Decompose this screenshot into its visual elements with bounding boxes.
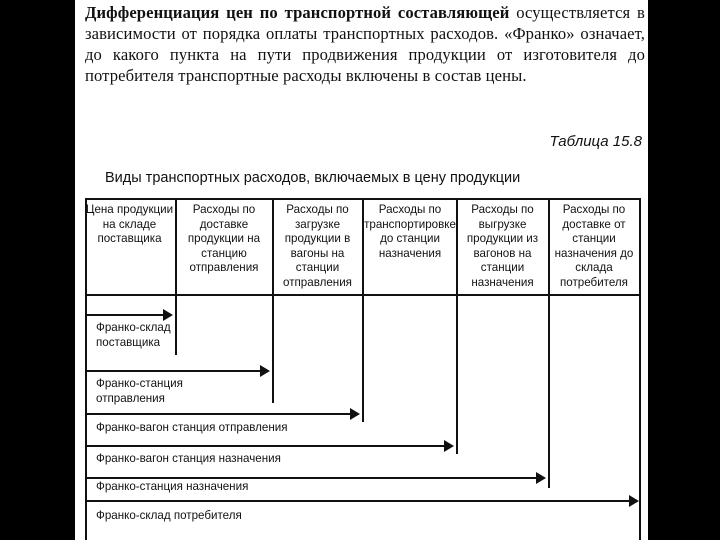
intro-bold-term: Дифференциация цен по транспортной составляющей	[85, 3, 510, 22]
coverage-arrow	[87, 370, 268, 372]
column-header: Цена продукции на складе поставщика	[85, 203, 174, 245]
column-header: Расходы по транспортировке до станции назначения	[364, 203, 456, 260]
left-edge	[85, 296, 87, 540]
coverage-arrow	[87, 477, 544, 479]
column-header: Расходы по доставке продукции на станцию отправления	[187, 203, 261, 274]
coverage-arrow	[87, 445, 452, 447]
coverage-arrow	[87, 500, 637, 502]
column-header: Расходы по загрузке продукции в вагоны на станции отправления	[283, 203, 352, 289]
column-divider	[548, 198, 550, 488]
row-label: Франко-склад поставщика	[96, 321, 171, 349]
row-label: Франко-вагон станция назначения	[96, 452, 281, 465]
column-divider	[456, 198, 458, 454]
intro-text: осуществляется в зависимости от порядка оплаты транспортных расходов. «Франко» означает, до какого пункта на пути продвижения продукции от изготовителя до потребителя транспортные расходы включены в состав цены.	[85, 3, 645, 85]
table-title: Виды транспортных расходов, включаемых в цену продукции	[105, 170, 521, 186]
row-label: Франко-станция назначения	[96, 480, 249, 493]
intro-paragraph	[85, 2, 645, 86]
coverage-arrow	[87, 314, 171, 316]
document-page	[75, 0, 648, 540]
row-label: Франко-склад потребителя	[96, 509, 242, 522]
column-header: Расходы по выгрузке продукции из вагонов на станции назначения	[466, 203, 539, 289]
table-number: Таблица 15.8	[549, 133, 642, 150]
row-label: Франко-вагон станция отправления	[96, 421, 288, 434]
coverage-arrow	[87, 413, 358, 415]
column-divider	[272, 198, 274, 403]
column-divider	[362, 198, 364, 422]
row-label: Франко-станция отправления	[96, 377, 183, 405]
column-header: Расходы по доставке от станции назначения до склада потребителя	[554, 203, 634, 289]
